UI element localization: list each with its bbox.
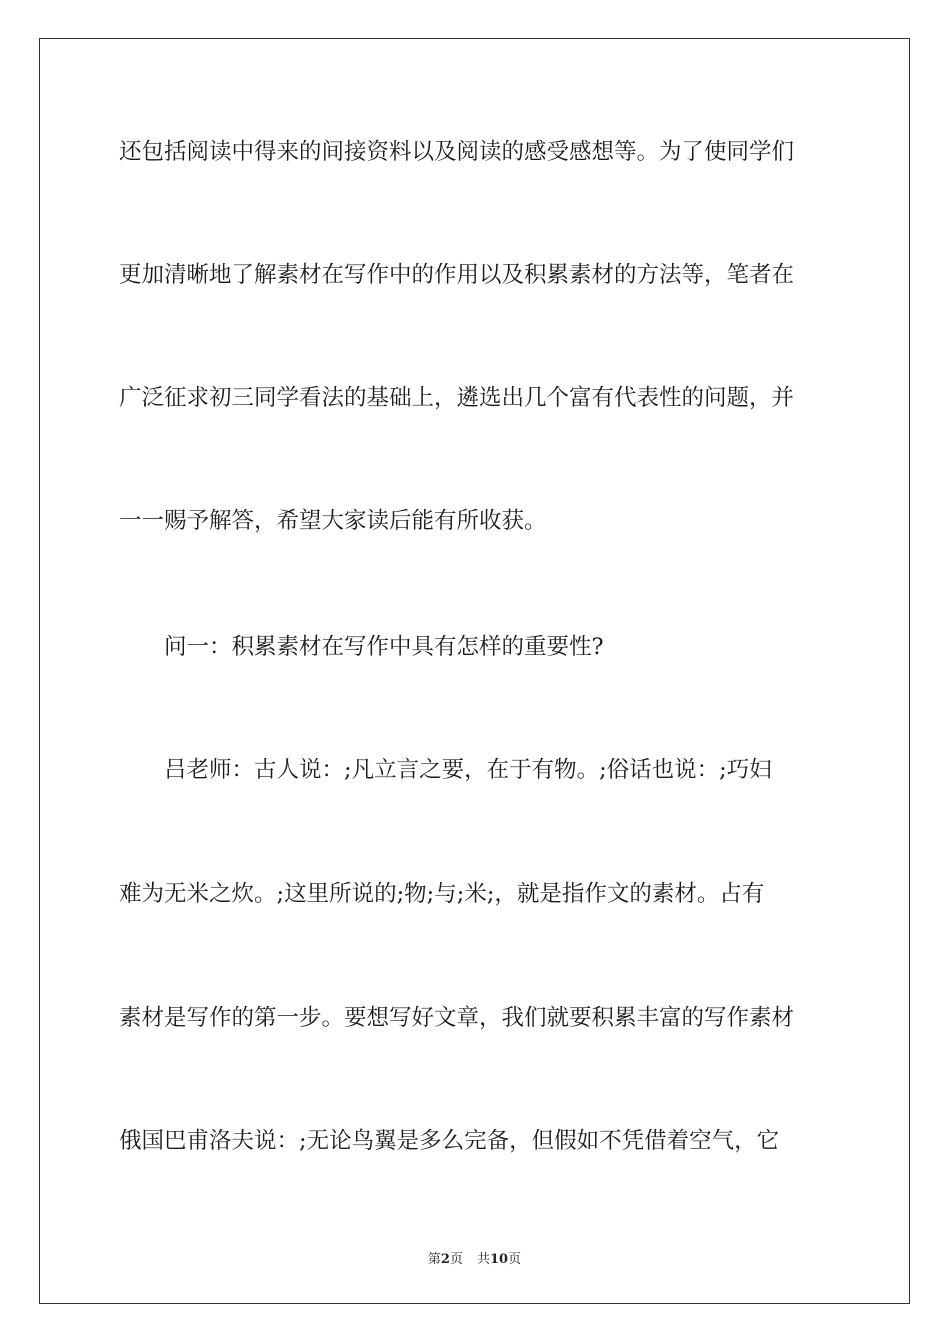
- paragraph-line: 吕老师：古人说：;凡立言之要，在于有物。;俗话也说：;巧妇: [164, 757, 772, 783]
- total-label-prefix: 共: [476, 1252, 490, 1267]
- paragraph-line: 素材是写作的第一步。要想写好文章，我们就要积累丰富的写作素材: [119, 1005, 795, 1031]
- page-label-prefix: 第: [427, 1252, 441, 1267]
- paragraph-line: 一一赐予解答，希望大家读后能有所收获。: [119, 508, 547, 534]
- document-page: [39, 38, 910, 1304]
- total-pages: 10: [489, 1252, 509, 1267]
- page-number: 2: [440, 1252, 450, 1267]
- question-heading: 问一：积累素材在写作中具有怎样的重要性?: [164, 634, 604, 660]
- total-label-suffix: 页: [508, 1252, 522, 1267]
- page-label-suffix: 页: [449, 1252, 463, 1267]
- paragraph-line: 还包括阅读中得来的间接资料以及阅读的感受感想等。为了使同学们: [119, 139, 795, 165]
- paragraph-line: 难为无米之炊。;这里所说的;物;与;米;，就是指作文的素材。占有: [119, 881, 765, 907]
- paragraph-line: 更加清晰地了解素材在写作中的作用以及积累素材的方法等，笔者在: [119, 262, 795, 288]
- page-footer: [40, 1248, 909, 1267]
- paragraph-line: 俄国巴甫洛夫说：;无论鸟翼是多么完备，但假如不凭借着空气，它: [119, 1128, 780, 1154]
- paragraph-line: 广泛征求初三同学看法的基础上，遴选出几个富有代表性的问题，并: [119, 385, 795, 411]
